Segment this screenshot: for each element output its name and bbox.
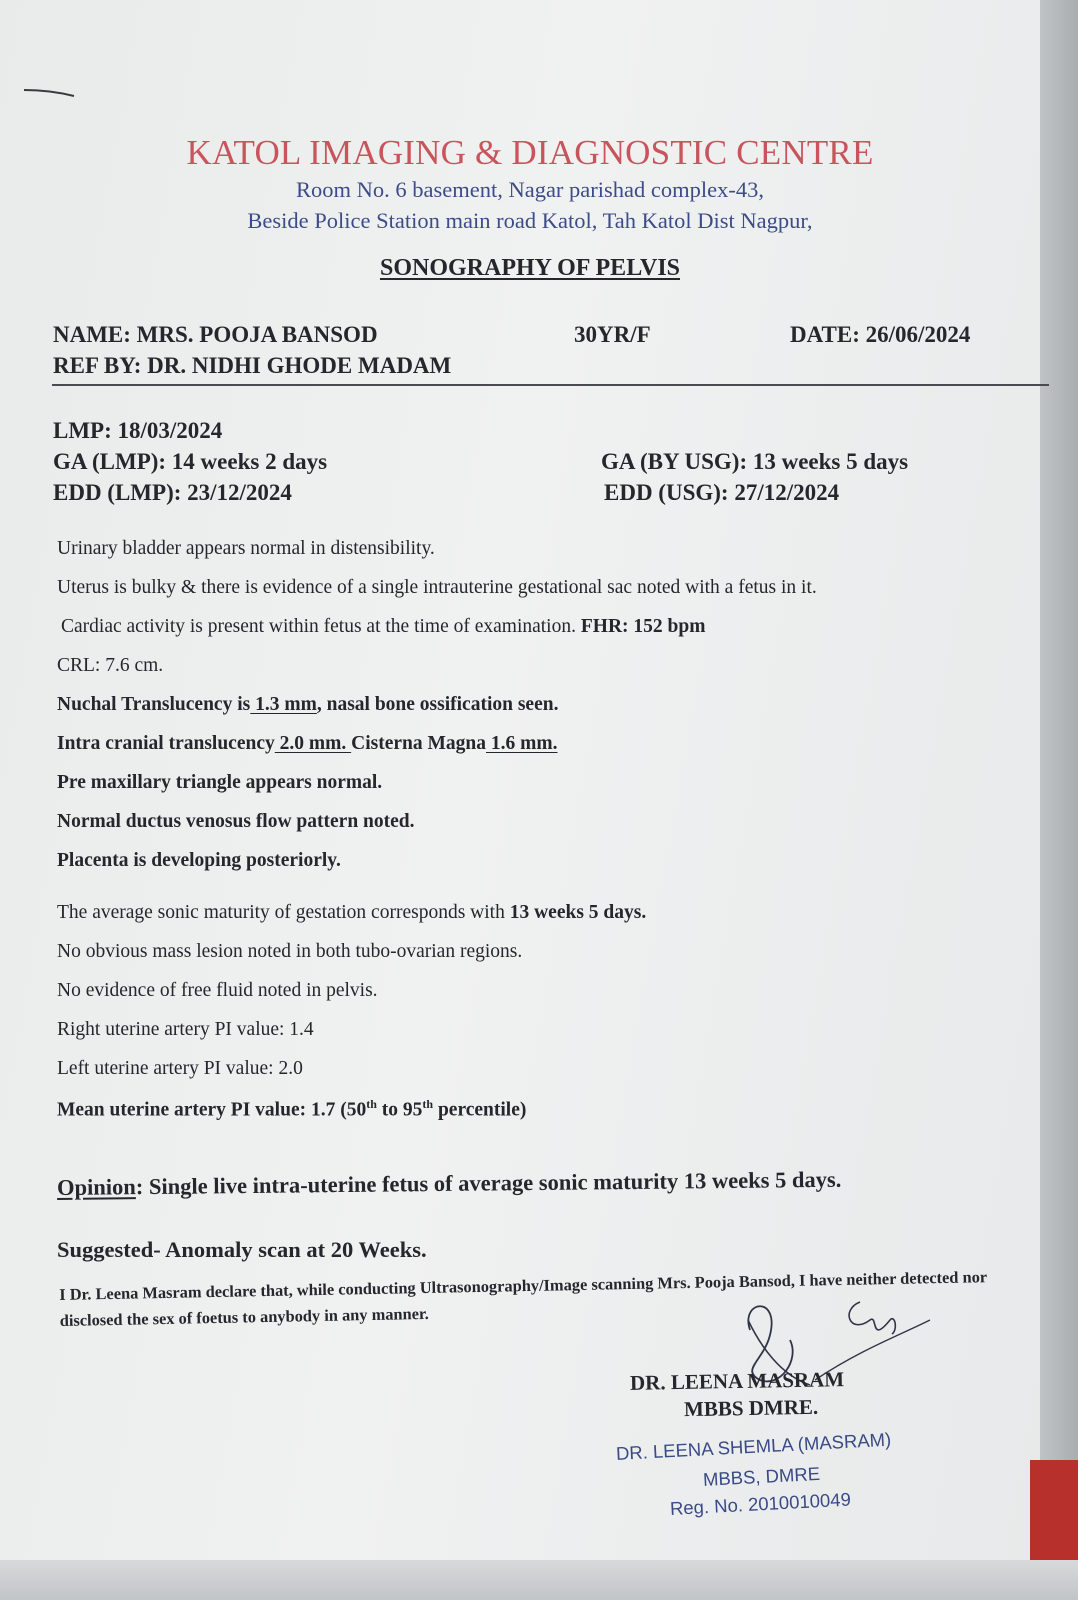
finding-uterus: Uterus is bulky & there is evidence of a single intrauterine gestational sac noted with a fetus in it. [57, 577, 817, 598]
divider [52, 384, 1049, 386]
report-title: SONOGRAPHY OF PELVIS [379, 255, 681, 281]
edd-usg: EDD (USG): 27/12/2024 [604, 480, 840, 505]
edd-lmp: EDD (LMP): 23/12/2024 [53, 480, 292, 505]
stamp-degree: MBBS, DMRE [702, 1462, 821, 1490]
background-bottom [0, 1560, 1078, 1600]
finding-crl: CRL: 7.6 cm. [57, 655, 164, 676]
finding-left-pi: Left uterine artery PI value: 2.0 [57, 1058, 303, 1079]
finding-adnexa: No obvious mass lesion noted in both tubo-ovarian regions. [57, 941, 523, 962]
finding-placenta: Placenta is developing posteriorly. [57, 850, 341, 871]
ga-usg: GA (BY USG): 13 weeks 5 days [601, 449, 909, 474]
finding-ductus: Normal ductus venosus flow pattern noted. [57, 811, 415, 832]
declaration: I Dr. Leena Masram declare that, while conducting Ultrasonography/Image scanning Mrs. Pooja Bansod, I have neither detected nor disclosed the sex of foetus to anybody in any manner. [59, 1267, 987, 1330]
finding-nt: Nuchal Translucency is 1.3 mm, nasal bone ossification seen. [57, 694, 559, 715]
patient-name: NAME: MRS. POOJA BANSOD [53, 322, 378, 347]
cm-value: 1.6 mm. [485, 733, 558, 754]
finding-ict: Intra cranial translucency 2.0 mm. Cisterna Magna 1.6 mm. [57, 733, 558, 754]
centre-name: KATOL IMAGING & DIAGNOSTIC CENTRE [186, 133, 874, 172]
address-line-2: Beside Police Station main road Katol, Tah Katol Dist Nagpur, [247, 208, 813, 233]
stamp-reg: Reg. No. 2010010049 [669, 1488, 852, 1519]
nt-value: 1.3 mm [250, 694, 317, 715]
referred-by: REF BY: DR. NIDHI GHODE MADAM [53, 353, 452, 378]
finding-mean-pi: Mean uterine artery PI value: 1.7 (50th to 95th percentile) [57, 1097, 527, 1121]
opinion-label: Opinion [56, 1174, 136, 1200]
finding-premaxillary: Pre maxillary triangle appears normal. [57, 772, 383, 793]
finding-right-pi: Right uterine artery PI value: 1.4 [57, 1019, 314, 1040]
patient-age-sex: 30YR/F [574, 322, 651, 347]
signatory-name: DR. LEENA MASRAM [629, 1367, 845, 1395]
ict-value: 2.0 mm. [274, 733, 352, 754]
stamp-name: DR. LEENA SHEMLA (MASRAM) [615, 1428, 892, 1464]
pen-mark-icon [22, 84, 78, 100]
finding-maturity: The average sonic maturity of gestation corresponds with 13 weeks 5 days. [57, 902, 647, 923]
lmp: LMP: 18/03/2024 [53, 418, 223, 443]
ga-lmp: GA (LMP): 14 weeks 2 days [53, 449, 328, 474]
signatory-degree: MBBS DMRE. [683, 1394, 819, 1422]
maturity-value: 13 weeks 5 days. [509, 902, 647, 923]
address-line-1: Room No. 6 basement, Nagar parishad complex-43, [295, 177, 764, 202]
report-date: DATE: 26/06/2024 [790, 322, 971, 347]
suggestion: Suggested- Anomaly scan at 20 Weeks. [57, 1237, 427, 1262]
finding-free-fluid: No evidence of free fluid noted in pelvis. [57, 980, 378, 1001]
finding-bladder: Urinary bladder appears normal in distensibility. [57, 538, 435, 559]
finding-cardiac: Cardiac activity is present within fetus at the time of examination. FHR: 152 bpm [61, 616, 706, 637]
opinion: Opinion: Single live intra-uterine fetus of average sonic maturity 13 weeks 5 days. [56, 1166, 842, 1200]
fhr: FHR: 152 bpm [580, 616, 706, 637]
